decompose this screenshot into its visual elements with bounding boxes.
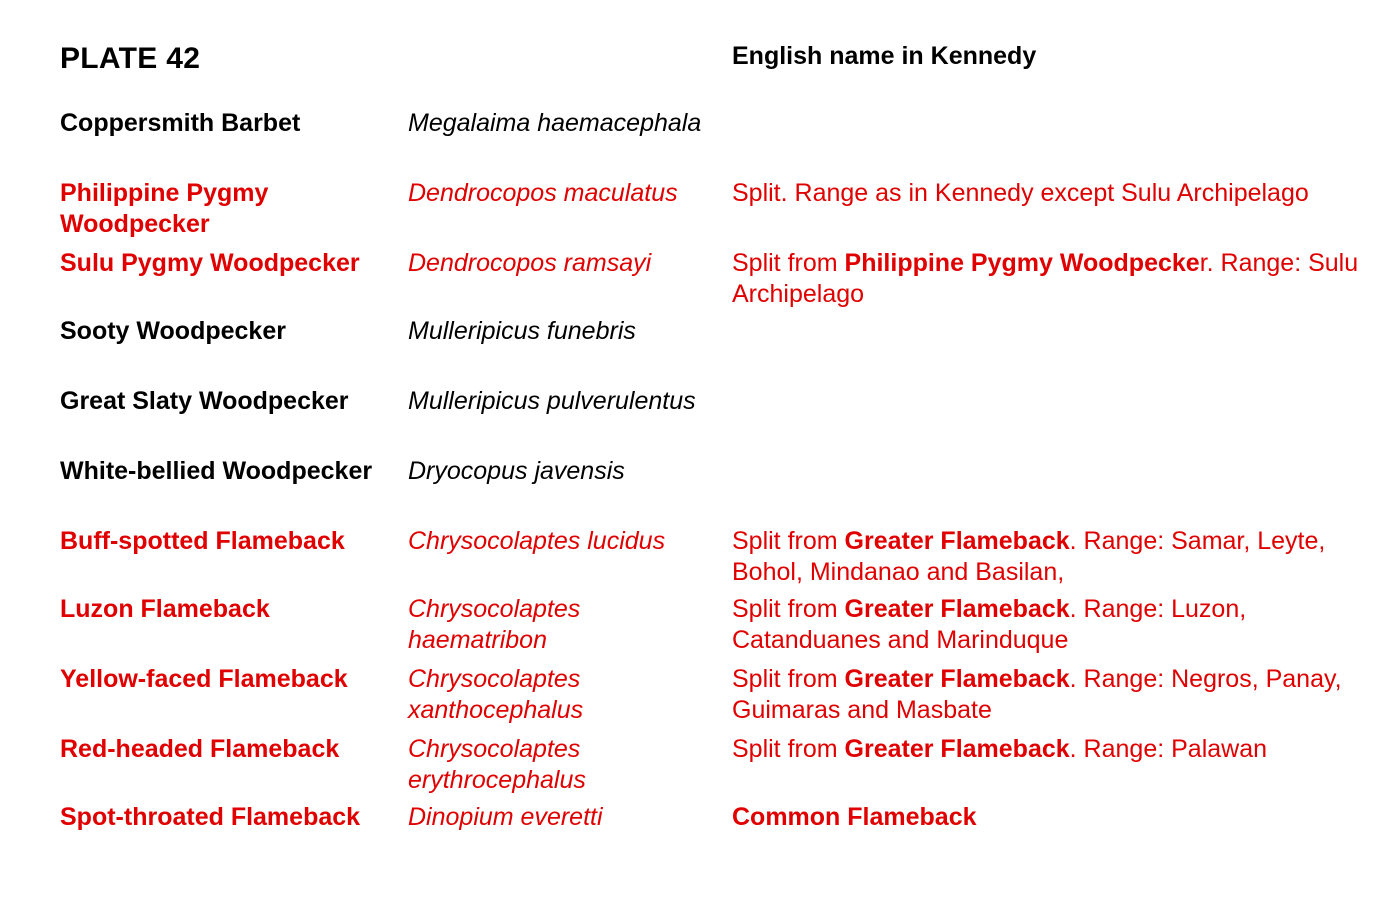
english-name: Coppersmith Barbet [60, 109, 301, 137]
scientific-name: Chrysocolaptes xanthocephalus [408, 665, 584, 724]
note-text: Split from [732, 527, 845, 555]
note-text: Split from [732, 665, 845, 693]
note-text: . Range: Samar, Leyte, Bohol, Mindanao and Basilan, [732, 527, 1326, 586]
plate-title: PLATE 42 [60, 42, 201, 75]
plate-header [60, 40, 1380, 90]
note-text: . Range: Palawan [1069, 735, 1268, 763]
kennedy-column-heading: English name in Kennedy [732, 42, 1037, 70]
note-text: Split from [732, 735, 845, 763]
english-name: Great Slaty Woodpecker [60, 387, 349, 415]
scientific-name: Dryocopus javensis [408, 457, 625, 485]
kennedy-note [732, 594, 1372, 656]
species-row [60, 316, 1380, 386]
species-row [60, 526, 1380, 594]
note-species-ref: Common Flameback [732, 803, 977, 831]
note-text: r. Range: Sulu Archipelago [732, 249, 1359, 308]
kennedy-note [732, 734, 1372, 765]
species-row [60, 108, 1380, 178]
english-name: Red-headed Flameback [60, 735, 340, 763]
note-text: . Range: Negros, Panay, Guimaras and Masbate [732, 665, 1342, 724]
scientific-name: Dendrocopos ramsayi [408, 249, 652, 277]
scientific-name: Mulleripicus funebris [408, 317, 636, 345]
english-name: White-bellied Woodpecker [60, 457, 373, 485]
kennedy-note: Split. Range as in Kennedy except Sulu Archipelago [732, 179, 1309, 207]
species-row [60, 802, 1380, 872]
species-row [60, 664, 1380, 734]
scientific-name: Megalaima haemacephala [408, 109, 702, 137]
species-row [60, 386, 1380, 456]
kennedy-note [732, 664, 1372, 726]
species-table [60, 108, 1380, 872]
scientific-name: Mulleripicus pulverulentus [408, 387, 696, 415]
species-row [60, 594, 1380, 664]
species-row [60, 178, 1380, 248]
english-name: Sulu Pygmy Woodpecker [60, 249, 360, 277]
note-species-ref: Greater Flameback [844, 735, 1070, 763]
scientific-name: Dinopium everetti [408, 803, 603, 831]
english-name: Buff-spotted Flameback [60, 527, 345, 555]
note-text: Split from [732, 595, 845, 623]
kennedy-note [732, 802, 1372, 833]
scientific-name: Dendrocopos maculatus [408, 179, 678, 207]
scientific-name: Chrysocolaptes lucidus [408, 527, 666, 555]
species-row [60, 734, 1380, 802]
english-name: Philippine Pygmy Woodpecker [60, 179, 269, 238]
kennedy-note [732, 248, 1372, 310]
species-row [60, 456, 1380, 526]
scientific-name: Chrysocolaptes erythrocephalus [408, 735, 586, 794]
scientific-name: Chrysocolaptes haematribon [408, 595, 581, 654]
note-text: Split from [732, 249, 845, 277]
note-species-ref: Philippine Pygmy Woodpecke [844, 249, 1200, 277]
english-name: Sooty Woodpecker [60, 317, 286, 345]
english-name: Luzon Flameback [60, 595, 270, 623]
note-species-ref: Greater Flameback [844, 665, 1070, 693]
species-row [60, 248, 1380, 316]
kennedy-note [732, 526, 1372, 588]
note-text: . Range: Luzon, Catanduanes and Marinduque [732, 595, 1247, 654]
english-name: Spot-throated Flameback [60, 803, 361, 831]
note-species-ref: Greater Flameback [844, 595, 1070, 623]
english-name: Yellow-faced Flameback [60, 665, 348, 693]
note-species-ref: Greater Flameback [844, 527, 1070, 555]
